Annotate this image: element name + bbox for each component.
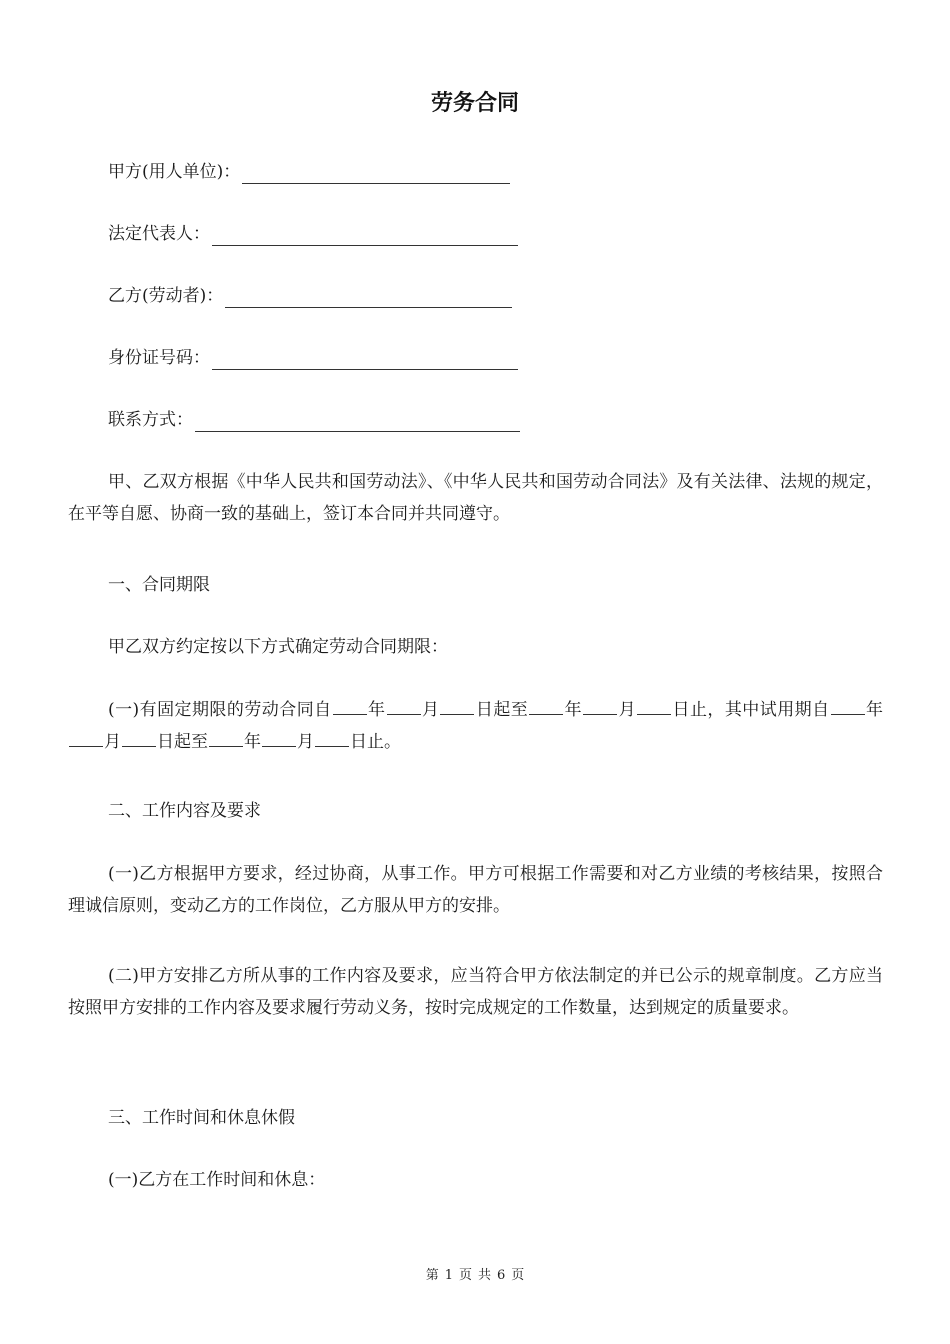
month-label: 月 xyxy=(421,700,440,720)
month-label: 月 xyxy=(297,732,314,752)
section-1-heading: 一、合同期限 xyxy=(108,575,210,595)
blank-year-1 xyxy=(333,696,367,715)
party-a-field xyxy=(108,160,510,184)
section-2-heading: 二、工作内容及要求 xyxy=(108,801,261,821)
document-title: 劳务合同 xyxy=(430,91,519,116)
footer-gong: 共 xyxy=(478,1268,492,1283)
month-label: 月 xyxy=(618,700,637,720)
footer-page-word: 页 xyxy=(458,1268,472,1283)
blank-day-3 xyxy=(122,728,156,747)
section-3-paragraph: (一)乙方在工作时间和休息： xyxy=(108,1170,326,1190)
term-prefix: (一)有固定期限的劳动合同自 xyxy=(108,700,332,720)
id-number-blank xyxy=(212,349,518,370)
legal-rep-field xyxy=(108,222,518,246)
blank-month-3 xyxy=(69,728,103,747)
party-b-field xyxy=(108,284,512,308)
id-number-label: 身份证号码： xyxy=(108,348,210,368)
party-a-blank xyxy=(242,163,510,184)
blank-year-2 xyxy=(529,696,563,715)
day-to-label: 日止，其中试用期自 xyxy=(672,700,830,720)
blank-year-3 xyxy=(831,696,865,715)
year-label: 年 xyxy=(244,732,261,752)
legal-rep-blank xyxy=(212,225,518,246)
contact-blank xyxy=(195,411,520,432)
day-end-label: 日止。 xyxy=(350,732,401,752)
footer-di: 第 xyxy=(425,1268,439,1283)
blank-day-2 xyxy=(637,696,671,715)
contact-label: 联系方式： xyxy=(108,410,193,430)
party-b-label: 乙方(劳动者)： xyxy=(108,286,224,306)
blank-year-4 xyxy=(209,728,243,747)
intro-paragraph: 甲、乙双方根据《中华人民共和国劳动法》、《中华人民共和国劳动合同法》及有关法律、法规的规定，在平等自愿、协商一致的基础上，签订本合同并共同遵守。 xyxy=(68,472,883,524)
blank-day-1 xyxy=(440,696,474,715)
section-2-paragraph-2: (二)甲方安排乙方所从事的工作内容及要求，应当符合甲方依法制定的并已公示的规章制度。乙方应当按照甲方安排的工作内容及要求履行劳动义务，按时完成规定的工作数量，达到规定的质量要求。 xyxy=(68,966,883,1018)
party-a-label: 甲方(用人单位)： xyxy=(108,162,241,182)
section-2-paragraph-1: (一)乙方根据甲方要求，经过协商，从事工作。甲方可根据工作需要和对乙方业绩的考核结果，按照合理诚信原则，变动乙方的工作岗位，乙方服从甲方的安排。 xyxy=(68,864,883,916)
day-from-label: 日起至 xyxy=(475,700,529,720)
year-label: 年 xyxy=(865,700,884,720)
blank-month-2 xyxy=(583,696,617,715)
party-b-blank xyxy=(225,287,512,308)
section-3-heading: 三、工作时间和休息休假 xyxy=(108,1108,295,1128)
total-pages-number: 6 xyxy=(497,1268,506,1283)
blank-day-4 xyxy=(315,728,349,747)
contact-field xyxy=(108,408,520,432)
id-number-field xyxy=(108,346,518,370)
contract-term-paragraph xyxy=(68,694,883,758)
page-footer xyxy=(0,1264,950,1283)
section-1-paragraph: 甲乙双方约定按以下方式确定劳动合同期限： xyxy=(108,637,448,657)
blank-month-1 xyxy=(387,696,421,715)
year-label: 年 xyxy=(367,700,386,720)
blank-month-4 xyxy=(262,728,296,747)
current-page-number: 1 xyxy=(444,1268,453,1283)
day-from-label: 日起至 xyxy=(157,732,208,752)
year-label: 年 xyxy=(564,700,583,720)
legal-rep-label: 法定代表人： xyxy=(108,224,210,244)
footer-page-word-2: 页 xyxy=(511,1268,525,1283)
month-label: 月 xyxy=(104,732,121,752)
